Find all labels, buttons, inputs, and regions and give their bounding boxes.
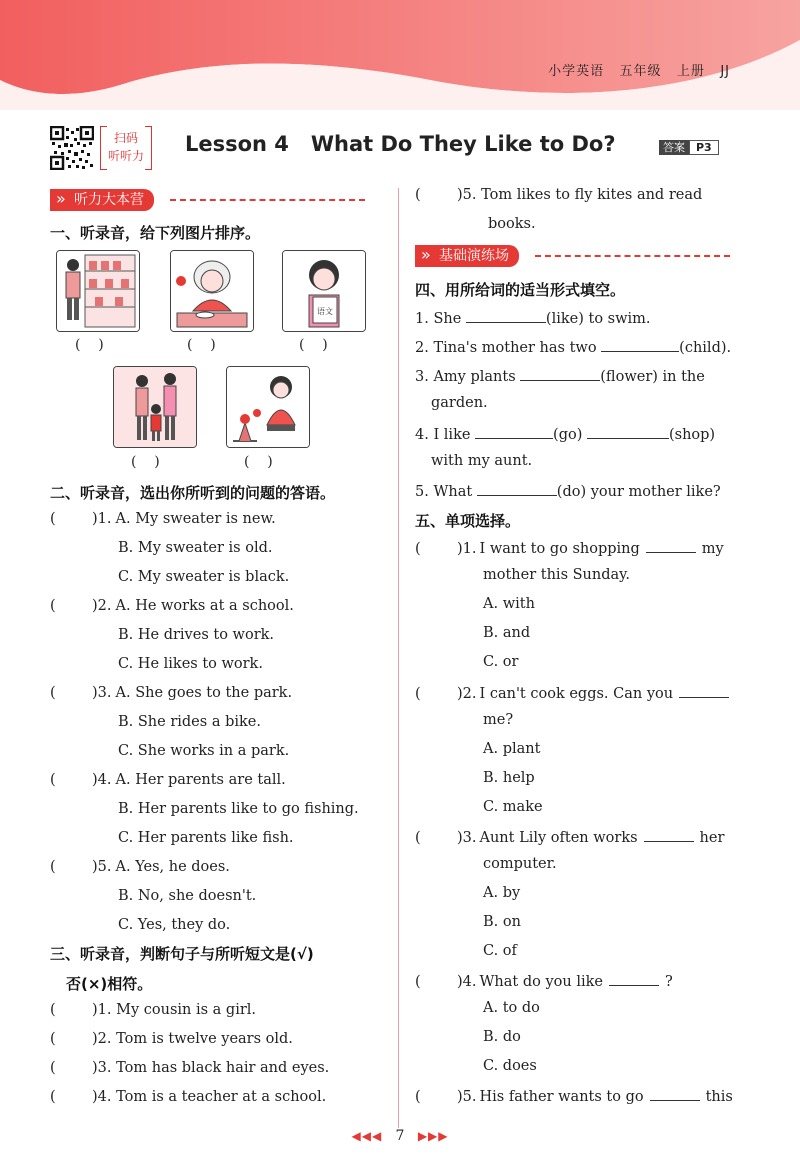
section-banner-basic: » 基础演练场	[415, 245, 735, 267]
fill-blank[interactable]	[477, 481, 557, 496]
part2-q2-option: B. He drives to work.	[118, 627, 275, 643]
part4-heading: 四、用所给词的适当形式填空。	[415, 281, 626, 299]
page-number: 7	[395, 1128, 405, 1144]
part2-q3-option: C. She works in a park.	[118, 743, 290, 759]
next-arrows-icon: ▶▶▶	[417, 1129, 449, 1143]
answer-paren[interactable]: (	[50, 859, 56, 875]
answer-paren[interactable]: (	[50, 1002, 56, 1018]
part5-q2-option: C. make	[483, 799, 543, 815]
header-grade: 五年级	[619, 64, 662, 79]
part2-q4-option: B. Her parents like to go fishing.	[118, 801, 359, 817]
paren-pic5[interactable]: ( )	[244, 454, 273, 470]
part3-item-2: ( )2. Tom is twelve years old.	[50, 1031, 293, 1047]
part4-item-2: 2. Tina's mother has two (child).	[415, 337, 731, 356]
section-banner-listening: » 听力大本营	[50, 189, 370, 211]
part3-item-5-cont: books.	[488, 216, 536, 232]
part3-item-4: ( )4. Tom is a teacher at a school.	[50, 1089, 327, 1105]
part4-item-4: 4. I like (go) (shop)	[415, 424, 715, 443]
fill-blank[interactable]	[650, 1086, 700, 1101]
part2-q1-option: B. My sweater is old.	[118, 540, 273, 556]
part5-q2-option: A. plant	[483, 741, 541, 757]
picture-cooking-woman	[170, 250, 254, 332]
scan-label-line1: 扫码	[113, 131, 138, 145]
answer-page: P3	[689, 140, 719, 155]
part5-q4: ( )4. What do you like ?	[415, 971, 673, 990]
fill-blank[interactable]	[609, 971, 659, 986]
answer-paren[interactable]: (	[415, 187, 421, 203]
answer-paren[interactable]: (	[50, 1031, 56, 1047]
part5-q1: ( )1. I want to go shopping my	[415, 538, 724, 557]
column-divider	[398, 188, 399, 1128]
answer-paren[interactable]: (	[50, 772, 56, 788]
part2-q5-option: C. Yes, they do.	[118, 917, 231, 933]
answer-paren[interactable]: (	[415, 541, 421, 557]
header-band	[0, 0, 800, 110]
part2-q4-option: C. Her parents like fish.	[118, 830, 294, 846]
fill-blank[interactable]	[646, 538, 696, 553]
picture-gardening-woman	[226, 366, 310, 448]
part2-q5-option: B. No, she doesn't.	[118, 888, 257, 904]
answer-paren[interactable]: (	[50, 598, 56, 614]
part5-q5: ( )5. His father wants to go this	[415, 1086, 733, 1105]
part3-heading-line1: 三、听录音，判断句子与所听短文是(√)	[50, 945, 314, 963]
answer-paren[interactable]: (	[415, 1089, 421, 1105]
part2-q3-option: B. She rides a bike.	[118, 714, 261, 730]
part3-item-5: ( )5. Tom likes to fly kites and read	[415, 187, 703, 203]
part2-q2-option: ( )2. A. He works at a school.	[50, 598, 294, 614]
part2-q4-option: ( )4. A. Her parents are tall.	[50, 772, 286, 788]
part5-q3-option: C. of	[483, 943, 517, 959]
qr-code-icon[interactable]	[50, 126, 94, 170]
part5-q1-option: C. or	[483, 654, 519, 670]
answer-paren[interactable]: (	[415, 830, 421, 846]
picture-shop-woman	[56, 250, 140, 332]
part5-q4-option: C. does	[483, 1058, 537, 1074]
part4-item-4-cont: with my aunt.	[431, 453, 533, 469]
fill-blank[interactable]	[466, 308, 546, 323]
part5-q1-option: A. with	[483, 596, 535, 612]
answer-paren[interactable]: (	[50, 1060, 56, 1076]
fill-blank[interactable]	[520, 366, 600, 381]
answer-paren[interactable]: (	[50, 1089, 56, 1105]
part5-q2-cont: me?	[483, 712, 514, 728]
part2-q5-option: ( )5. A. Yes, he does.	[50, 859, 230, 875]
part4-item-1: 1. She (like) to swim.	[415, 308, 651, 327]
paren-pic4[interactable]: ( )	[131, 454, 160, 470]
part5-q1-cont: mother this Sunday.	[483, 567, 631, 583]
part4-item-3-cont: garden.	[431, 395, 488, 411]
header-subject: 小学英语	[548, 64, 605, 79]
paren-pic1[interactable]: ( )	[75, 337, 104, 353]
picture-family-walk	[113, 366, 197, 448]
part5-q3-option: A. by	[483, 885, 521, 901]
part5-q4-option: B. do	[483, 1029, 521, 1045]
fill-blank[interactable]	[587, 424, 669, 439]
answer-tag[interactable]	[659, 139, 719, 155]
part2-q3-option: ( )3. A. She goes to the park.	[50, 685, 293, 701]
part2-q1-option: C. My sweater is black.	[118, 569, 290, 585]
part4-item-3: 3. Amy plants (flower) in the	[415, 366, 705, 385]
header-info	[548, 60, 730, 79]
fill-blank[interactable]	[601, 337, 679, 352]
paren-pic3[interactable]: ( )	[299, 337, 328, 353]
part3-item-3: ( )3. Tom has black hair and eyes.	[50, 1060, 330, 1076]
part2-q1-option: ( )1. A. My sweater is new.	[50, 511, 276, 527]
part5-q2: ( )2. I can't cook eggs. Can you	[415, 683, 735, 702]
part1-heading: 一、听录音，给下列图片排序。	[50, 224, 261, 242]
part5-q1-option: B. and	[483, 625, 531, 641]
part5-q3: ( )3. Aunt Lily often works her	[415, 827, 724, 846]
part2-q2-option: C. He likes to work.	[118, 656, 263, 672]
page-title: Lesson 4 What Do They Like to Do?	[185, 132, 616, 156]
part5-q2-option: B. help	[483, 770, 535, 786]
paren-pic2[interactable]: ( )	[187, 337, 216, 353]
part3-heading-line2: 否(×)相符。	[66, 975, 153, 993]
part5-q3-option: B. on	[483, 914, 521, 930]
fill-blank[interactable]	[644, 827, 694, 842]
picture-reading-girl	[282, 250, 366, 332]
answer-paren[interactable]: (	[50, 511, 56, 527]
part4-item-5: 5. What (do) your mother like?	[415, 481, 721, 500]
fill-blank[interactable]	[475, 424, 553, 439]
page-footer	[0, 1128, 800, 1144]
answer-key-label: 答案	[659, 140, 689, 155]
fill-blank[interactable]	[679, 683, 729, 698]
answer-paren[interactable]: (	[415, 686, 421, 702]
answer-paren[interactable]: (	[415, 974, 421, 990]
answer-paren[interactable]: (	[50, 685, 56, 701]
scan-label-line2: 听听力	[107, 149, 144, 163]
header-volume: 上册	[676, 64, 705, 79]
part2-heading: 二、听录音，选出你所听到的问题的答语。	[50, 484, 336, 502]
svg-text:语文: 语文	[317, 307, 333, 316]
part5-q4-option: A. to do	[483, 1000, 540, 1016]
prev-arrows-icon: ◀◀◀	[351, 1129, 383, 1143]
scan-listen-label[interactable]	[100, 126, 152, 170]
part5-heading: 五、单项选择。	[415, 512, 521, 530]
header-edition: JJ	[720, 64, 730, 79]
part5-q3-cont: computer.	[483, 856, 557, 872]
part3-item-1: ( )1. My cousin is a girl.	[50, 1002, 257, 1018]
